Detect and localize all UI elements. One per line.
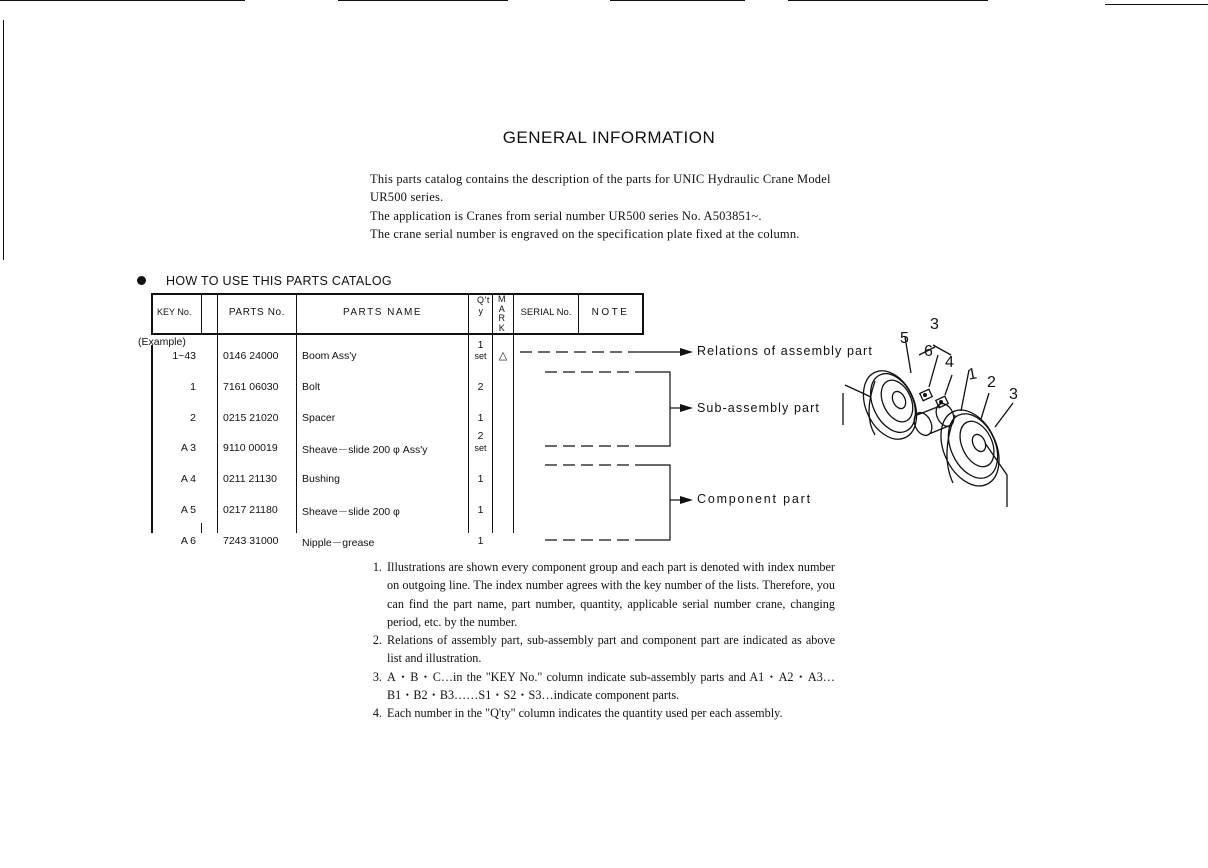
header-mark: MARK (498, 294, 507, 333)
sheave-illustration (835, 315, 1035, 515)
row-qty-unit: set (474, 351, 487, 361)
row-key: 1 (190, 381, 196, 393)
row-mark: △ (498, 350, 508, 362)
row-parts-no: 0215 21020 (223, 412, 279, 424)
annotation-component: Component part (697, 492, 812, 506)
bracket-line (640, 465, 670, 540)
diagram-label: 5 (900, 330, 909, 347)
diagram-label: 3 (930, 316, 939, 333)
section-heading-text: HOW TO USE THIS PARTS CATALOG (166, 274, 392, 288)
row-qty: 1 (477, 504, 484, 516)
row-qty: 2 (477, 430, 484, 442)
row-key: A 6 (180, 535, 196, 547)
row-key: 1~43 (172, 350, 196, 362)
header-parts-no: PARTS No. (228, 307, 286, 318)
intro-paragraph: The application is Cranes from serial number UR500 series No. A503851~. (370, 208, 762, 223)
header-key-no: KEY No. (157, 307, 192, 317)
row-parts-no: 9110 00019 (223, 442, 278, 454)
row-qty-unit: set (474, 443, 487, 453)
row-parts-name: Sheave－slide 200 φ (302, 506, 400, 518)
row-key: A 4 (180, 473, 196, 485)
intro-paragraph: The crane serial number is engraved on the specification plate fixed at the column. (370, 226, 800, 241)
diagram-label: 2 (987, 374, 996, 391)
note-item: 4. Each number in the "Q'ty" column indicates the quantity used per each assembly. (385, 704, 835, 722)
row-parts-no: 0217 21180 (223, 504, 278, 516)
row-key: A 3 (180, 442, 196, 454)
note-item: 1. Illustrations are shown every component group and each part is denoted with index number on outgoing line. The index number agrees with the key number of the lists. Therefore, you can find the part name, part number, quantity, applicable serial number crane, changing period, etc. by the number. (385, 558, 835, 631)
row-parts-name: Spacer (302, 412, 336, 424)
note-item: 3. A・B・C…in the "KEY No." column indicate sub-assembly parts and A1・A2・A3…B1・B2・B3……S1・S2・S3…indicate component parts. (385, 668, 835, 705)
row-key: A 5 (180, 504, 196, 516)
row-parts-no: 7243 31000 (223, 535, 279, 547)
row-parts-no: 7161 06030 (223, 381, 279, 393)
row-qty: 1 (477, 535, 484, 547)
note-item: 2. Relations of assembly part, sub-assembly part and component part are indicated as above list and illustration. (385, 631, 835, 668)
arrow-icon (680, 348, 693, 356)
row-parts-name: Nipple－grease (302, 537, 375, 549)
diagram-label: 3 (1009, 386, 1018, 403)
diagram-label: 4 (945, 354, 954, 371)
header-parts-name: PARTS NAME (342, 307, 423, 318)
header-qty: Q'ty (477, 295, 491, 316)
annotation-assembly: Relations of assembly part (697, 344, 873, 358)
diagram-label: 1 (966, 365, 979, 384)
arrow-icon (680, 496, 693, 504)
row-parts-no: 0211 21130 (223, 473, 277, 485)
intro-paragraph: This parts catalog contains the description of the parts for UNIC Hydraulic Crane Model UR500 series. (370, 172, 831, 205)
row-parts-name: Boom Ass'y (302, 350, 357, 362)
diagram-label: 6 (924, 343, 933, 360)
row-qty: 1 (477, 339, 484, 351)
annotation-sub-assembly: Sub-assembly part (697, 401, 820, 415)
row-parts-no: 0146 24000 (223, 350, 279, 362)
row-qty: 1 (477, 412, 484, 424)
sheave-left (853, 362, 927, 448)
usage-notes (367, 558, 835, 723)
row-parts-name: Bolt (302, 381, 321, 393)
page-title: GENERAL INFORMATION (502, 128, 716, 147)
row-parts-name: Sheave－slide 200 φ Ass'y (302, 444, 428, 456)
row-parts-name: Bushing (302, 473, 340, 485)
header-note: NOTE (591, 307, 630, 318)
bracket-line (640, 372, 670, 446)
row-qty: 1 (477, 473, 484, 485)
arrow-icon (680, 404, 693, 412)
header-serial-no: SERIAL No. (520, 307, 572, 318)
row-key: 2 (190, 412, 196, 424)
example-label: (Example) (138, 336, 186, 348)
row-qty: 2 (477, 381, 484, 393)
spacer (911, 410, 936, 439)
